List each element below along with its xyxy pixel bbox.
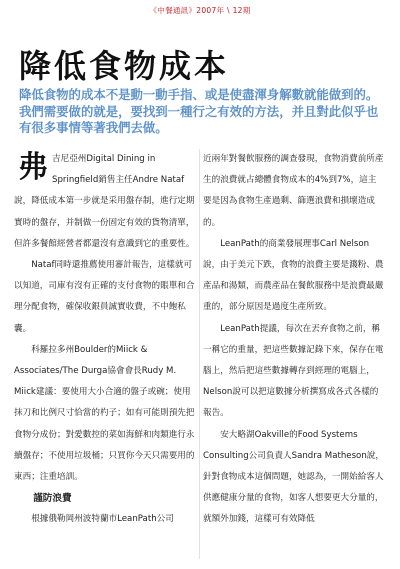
- article-paragraph-3: 科羅拉多州Boulder的Miick & Associates/The Durga協會會長Rudy M. Miick建議：要使用大小合適的盤子或碗；使用抹刀和比例尺寸恰當的杓子；如有可能則預先把食物分成份；對愛數控的菜如海鮮和肉類進行永續盤存；不使用垃圾桶；只買你今天只需要用的東西；注重培訓。: [14, 344, 195, 483]
- article-column-left: [14, 149, 195, 531]
- article-paragraph-6: LeanPath的商業發展理事Carl Nelson說，由于美元下跌，食物的浪費主要是濺粉、農產品和湯類，而農產品在餐飲服務中是浪費最嚴重的，部分原因是過度生產所致。: [203, 238, 384, 313]
- page-title: 降低食物成本: [19, 47, 230, 85]
- dropcap: 弗: [18, 150, 48, 185]
- article-paragraph-1: [14, 149, 195, 255]
- article-paragraph-8: 安大略湖Oakville的Food Systems Consulting公司負責人Sandra Matheson說，針對食物成本這個問題，她認為，一開始給客人供應健康分量的食物，如客人想要更大分量的，就額外加錢，這樣可有效降低: [203, 429, 384, 525]
- issue-header: 《中餐通訊》2007年 \ 12期: [149, 6, 251, 15]
- paragraph-1-text: 吉尼亞州Digital Dining in Springfield銷售主任Andre Nataf說，降低成本第一步就是采用盤存制，進行定期實時的盤存，并制做一份固定有效的貨物清單，但許多餐館經營者都還沒有意識到它的重要性。: [14, 154, 195, 249]
- page-subtitle: 降低食物的成本不是動一動手指、或是使盡渾身解數就能做到的。我們需要做的就是，要找到一種行之有效的方法，并且對此似乎也有很多事情等著我們去做。: [19, 87, 379, 135]
- section-heading: 謹防浪費: [33, 493, 72, 505]
- article-paragraph-2: Nataf同時還推薦使用審計報告，這樣就可以知道，司庫有沒有正確的支付食物的賬單和合理分配食物，確保收銀員誠實收費，不中飽私囊。: [14, 260, 195, 334]
- article-column-right: [203, 149, 384, 531]
- article-paragraph-5: 近兩年對餐飲服務的調查發現，食物消費前所產生的浪費就占總體食物成本的4%到7%，這主要是因為食物生產過剩、篩選浪費和損壞造成的。: [203, 154, 384, 228]
- article-paragraph-4: 根據俄勒岡州波特蘭市LeanPath公司: [31, 514, 174, 525]
- article-paragraph-7: LeanPath提議，每次在丟弃食物之前，稱一稱它的重量，把這些數據記錄下來，保存在電腦上，然后把這些數據轉存到經理的電腦上，Nelson說可以把這數據分析撰寫成各式各樣的報告。: [203, 323, 384, 419]
- column-divider: [199, 149, 200, 559]
